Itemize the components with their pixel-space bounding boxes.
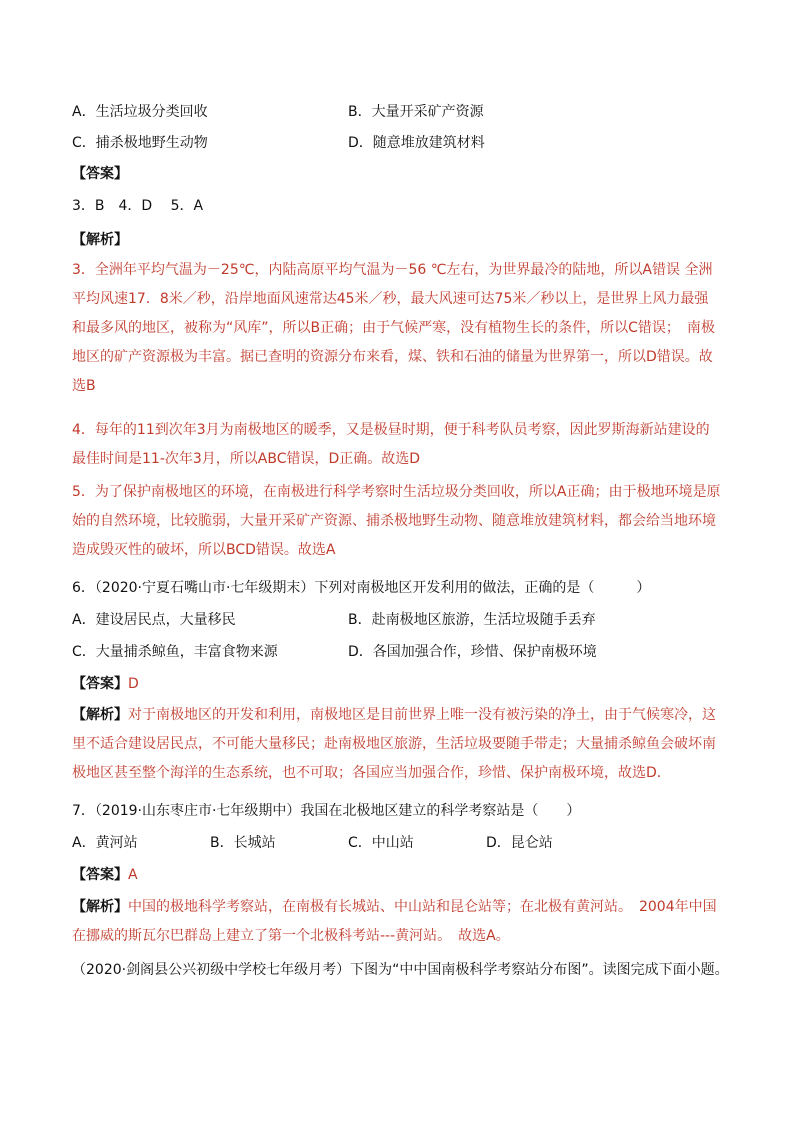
analysis-5: 5．为了保护南极地区的环境，在南极进行科学考察时生活垃圾分类回收，所以A正确；由于极地环境是原始的自然环境，比较脆弱，大量开采矿产资源、捕杀极地野生动物、随意堆放建筑材料，都会给当地环境造成毁灭性的破坏，所以BCD错误。故选A [72, 484, 721, 558]
q5-option-c: C．捕杀极地野生动物 [72, 135, 208, 151]
q7-answer-label: 【答案】 [72, 867, 128, 883]
q6-answer-value: D [128, 676, 139, 692]
next-question-intro: （2020·剑阁县公兴初级中学校七年级月考）下图为“中中国南极科学考察站分布图”。读图完成下面小题。 [72, 962, 729, 978]
q7-option-b: B．长城站 [210, 835, 276, 851]
analysis-label: 【解析】 [72, 232, 128, 248]
q6-option-b: B．赴南极地区旅游，生活垃圾随手丢弃 [348, 612, 596, 628]
q7-answer [72, 865, 138, 885]
answer-text: 3．B 4．D 5．A [72, 198, 204, 214]
q7-analysis-text: 中国的极地科学考察站，在南极有长城站、中山站和昆仑站等；在北极有黄河站。 2004年中国在挪威的斯瓦尔巴群岛上建立了第一个北极科考站---黄河站。 故选A。 [72, 899, 717, 944]
q7-analysis [72, 893, 722, 951]
q6-analysis-label: 【解析】 [72, 707, 128, 723]
analysis-4: 4．每年的11到次年3月为南极地区的暖季，又是极昼时期，便于科考队员考察，因此罗斯海新站建设的最佳时间是11-次年3月，所以ABC错误，D正确。故选D [72, 422, 710, 467]
q6-option-d: D．各国加强合作，珍惜、保护南极环境 [348, 644, 597, 660]
analysis-3: 3．全洲年平均气温为－25℃，内陆高原平均气温为－56 ℃左右，为世界最冷的陆地，所以A错误 全洲平均风速17．8米／秒，沿岸地面风速常达45米／秒，最大风速可达75米／秒以上，是世界上风力最强和最多风的地区，被称为“风库”，所以B正确；由于气候严寒，没有植物生长的条件，所以C错误； 南极地区的矿产资源极为丰富。据已查明的资源分布来看，煤、铁和石油的储量为世界第一，所以D错误。故选B [72, 262, 715, 394]
q6-answer [72, 674, 139, 694]
q5-option-d: D．随意堆放建筑材料 [348, 135, 485, 151]
q6-option-c: C．大量捕杀鲸鱼，丰富食物来源 [72, 644, 278, 660]
q7-option-c: C．中山站 [348, 835, 414, 851]
q6-stem: 6．（2020·宁夏石嘴山市·七年级期末）下列对南极地区开发利用的做法，正确的是（ ） [72, 580, 651, 596]
q7-answer-value: A [128, 867, 138, 883]
q6-answer-label: 【答案】 [72, 676, 128, 692]
q5-option-a: A．生活垃圾分类回收 [72, 104, 208, 120]
answer-label: 【答案】 [72, 166, 128, 182]
q7-option-d: D．昆仑站 [486, 835, 553, 851]
q6-analysis-text: 对于南极地区的开发和利用，南极地区是目前世界上唯一没有被污染的净土，由于气候寒冷，这里不适合建设居民点，不可能大量移民；赴南极地区旅游，生活垃圾要随手带走；大量捕杀鲸鱼会破坏南极地区甚至整个海洋的生态系统，也不可取；各国应当加强合作，珍惜、保护南极环境，故选D． [72, 707, 716, 781]
q5-option-b: B．大量开采矿产资源 [348, 104, 484, 120]
q7-option-a: A．黄河站 [72, 835, 138, 851]
q6-analysis [72, 701, 722, 788]
q7-analysis-label: 【解析】 [72, 899, 128, 915]
q6-option-a: A．建设居民点，大量移民 [72, 612, 236, 628]
q7-stem: 7．（2019·山东枣庄市·七年级期中）我国在北极地区建立的科学考察站是（ ） [72, 803, 581, 819]
